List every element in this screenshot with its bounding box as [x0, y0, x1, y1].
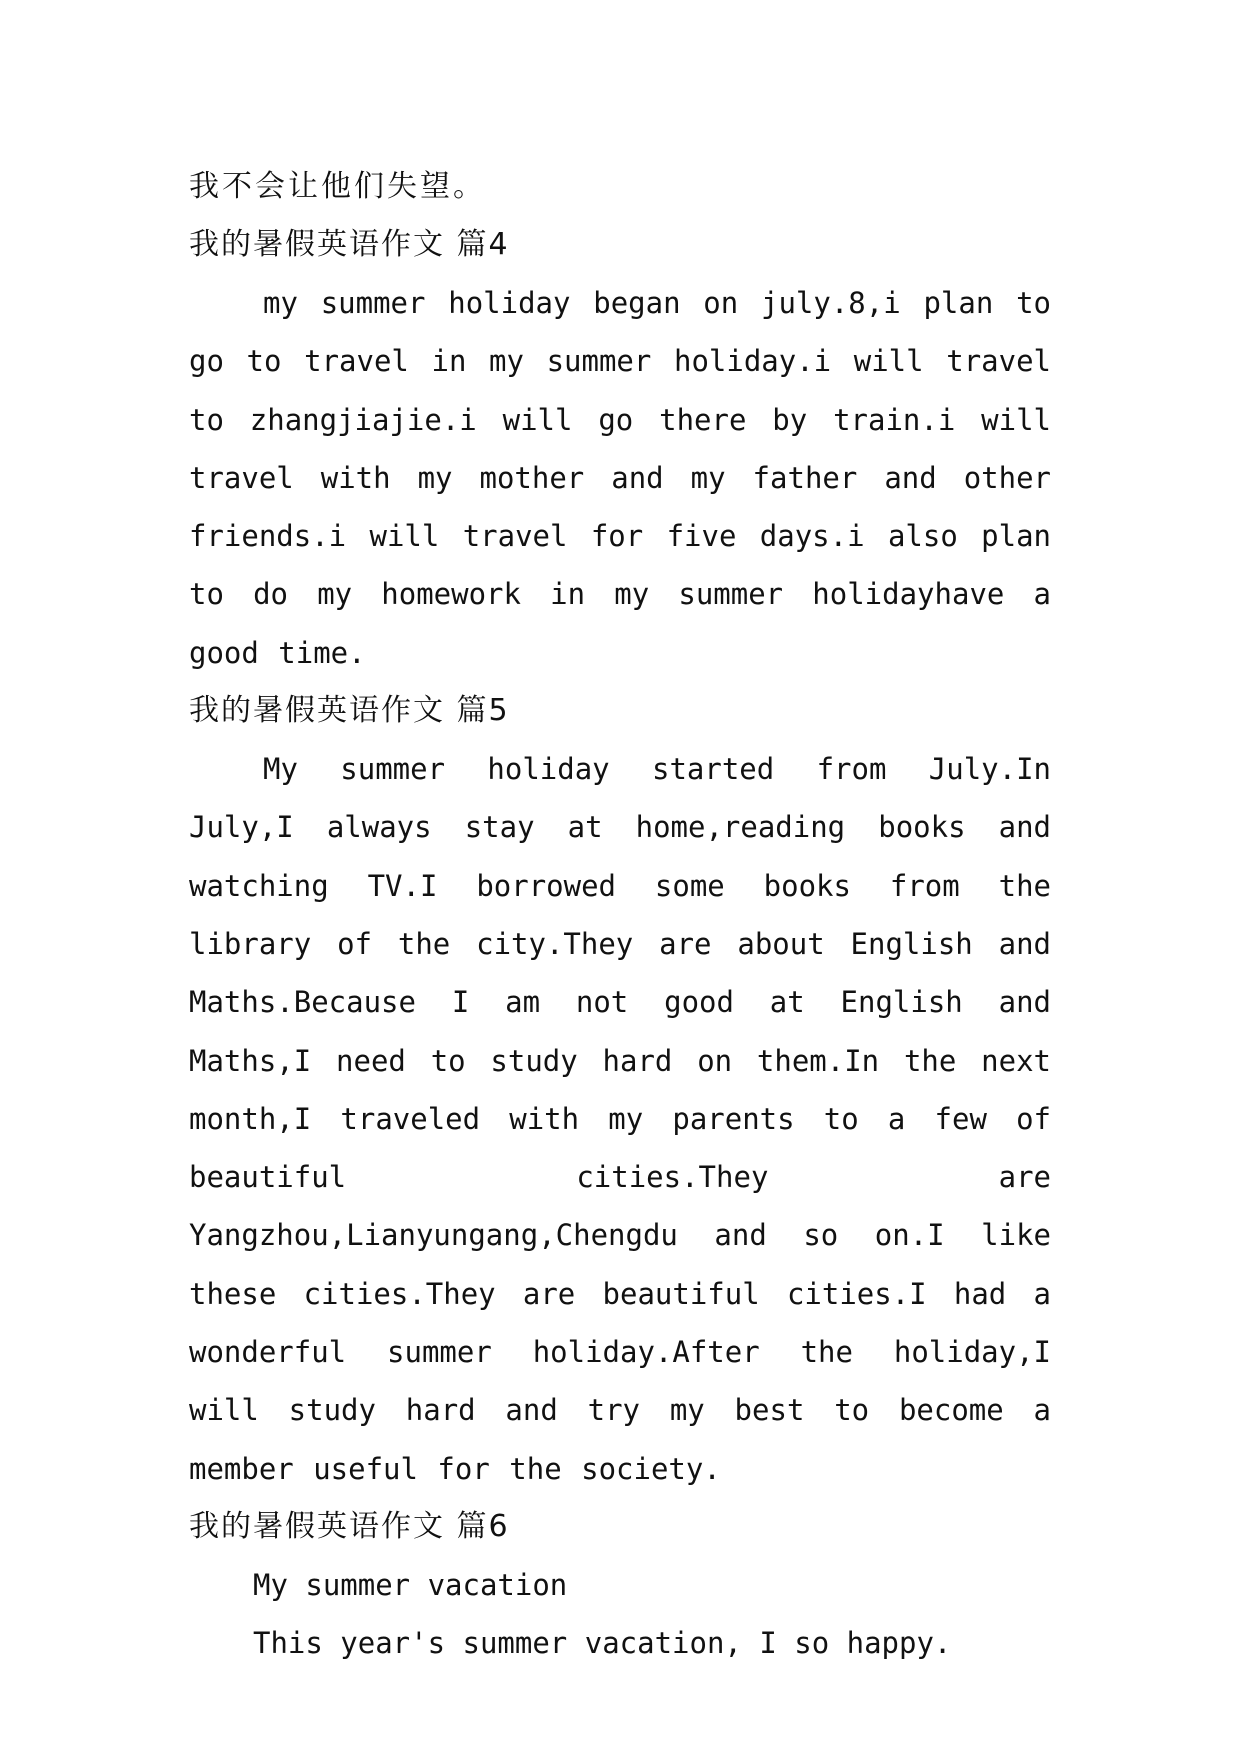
section-heading-5: 我的暑假英语作文 篇5: [189, 693, 510, 729]
section-6-title-line: My summer vacation: [253, 1567, 568, 1602]
document-body: [189, 158, 1051, 1672]
intro-line: 我不会让他们失望。: [189, 169, 486, 204]
section-heading-4: 我的暑假英语作文 篇4: [189, 227, 510, 262]
section-5-paragraph: My summer holiday started from July.In July,I always stay at home,reading books and watching TV.I borrowed some books from the library of the city.They are about English and Maths.Because I am not good at English and Maths,I need to study hard on them.In the next month,I traveled with my parents to a few of beautiful cities.They are Yangzhou,Lianyungang,Chengdu and so on.I like these cities.They are beautiful cities.I had a wonderful summer holiday.After the holiday,I will study hard and try my best to become a member useful for the society.: [189, 752, 1051, 1486]
section-4-paragraph: my summer holiday began on july.8,i plan to go to travel in my summer holiday.i will travel to zhangjiajie.i will go there by train.i will travel with my mother and my father and other friends.i will travel for five days.i also plan to do my homework in my summer holidayhave a good time.: [189, 286, 1051, 670]
section-6-first-line: This year's summer vacation, I so happy.: [253, 1625, 952, 1660]
section-heading-6: 我的暑假英语作文 篇6: [189, 1508, 510, 1544]
